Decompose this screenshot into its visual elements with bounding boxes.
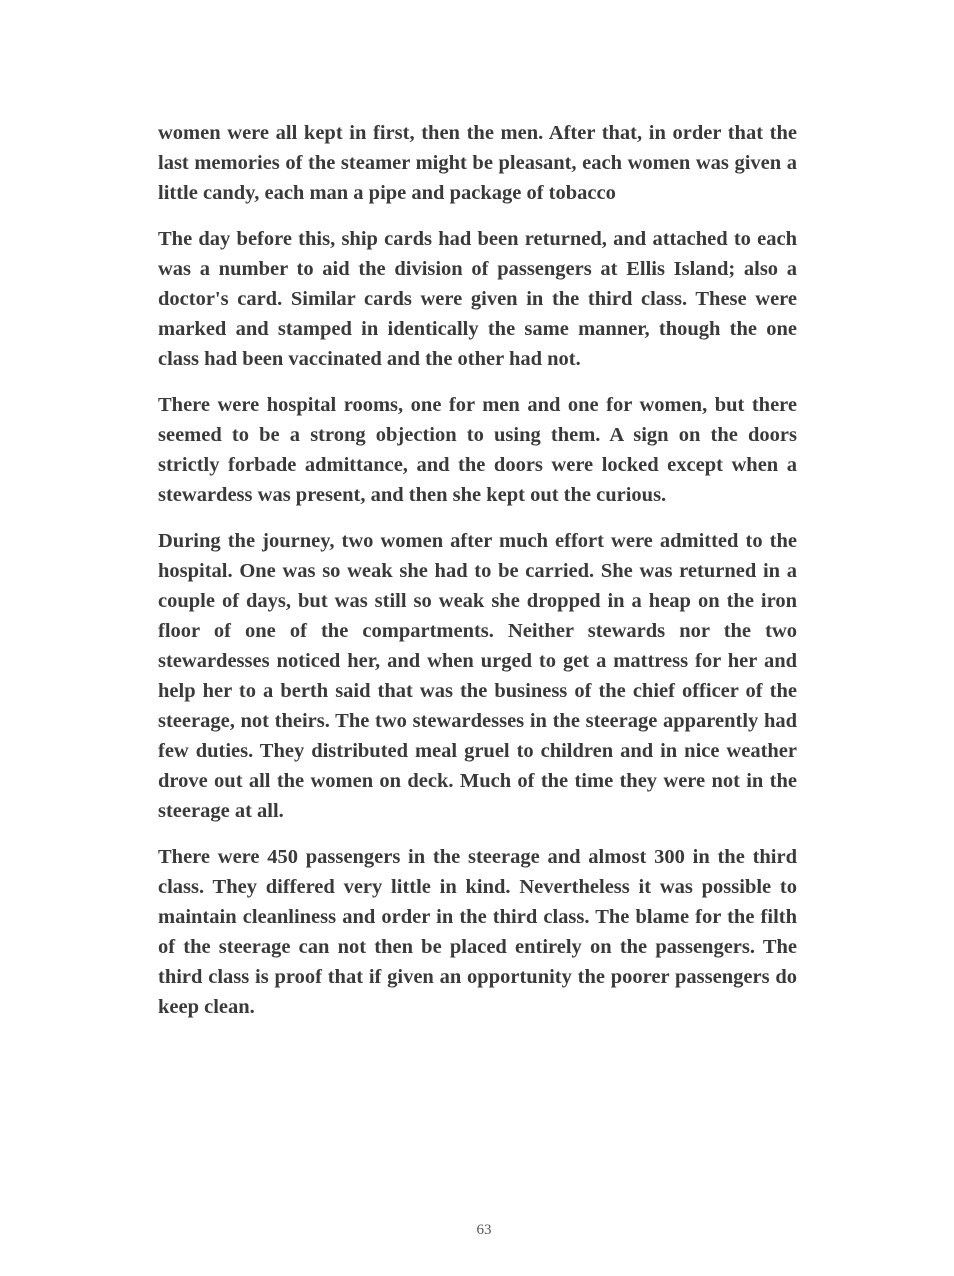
paragraph-2: The day before this, ship cards had been returned, and attached to each was a number to aid the division of passengers at Ellis Island; also a doctor's card. Similar cards were given in the third class. These were marked and stamped in identically the same manner, though the one class had been vaccinated and the other had not. [158, 228, 797, 370]
paragraph-3: There were hospital rooms, one for men and one for women, but there seemed to be a strong objection to using them. A sign on the doors strictly forbade admittance, and the doors were locked except when a stewardess was present, and then she kept out the curious. [158, 394, 797, 506]
paragraph-1: women were all kept in first, then the men. After that, in order that the last memories of the steamer might be pleasant, each women was given a little candy, each man a pipe and package of tobacco [158, 122, 797, 204]
page-number: 63 [476, 1222, 492, 1238]
paragraph-4: During the journey, two women after much effort were admitted to the hospital. One was so weak she had to be carried. She was returned in a couple of days, but was still so weak she dropped in a heap on the iron floor of one of the compartments. Neither stewards nor the two stewardesses noticed her, and when urged to get a mattress for her and help her to a berth said that was the business of the chief officer of the steerage, not theirs. The two stewardesses in the steerage apparently had few duties. They distributed meal gruel to children and in nice weather drove out all the women on deck. Much of the time they were not in the steerage at all. [158, 530, 797, 822]
body-text [158, 118, 797, 1038]
paragraph-5: There were 450 passengers in the steerage and almost 300 in the third class. They differed very little in kind. Nevertheless it was possible to maintain cleanliness and order in the third class. The blame for the filth of the steerage can not then be placed entirely on the passengers. The third class is proof that if given an opportunity the poorer passengers do keep clean. [158, 846, 797, 1018]
